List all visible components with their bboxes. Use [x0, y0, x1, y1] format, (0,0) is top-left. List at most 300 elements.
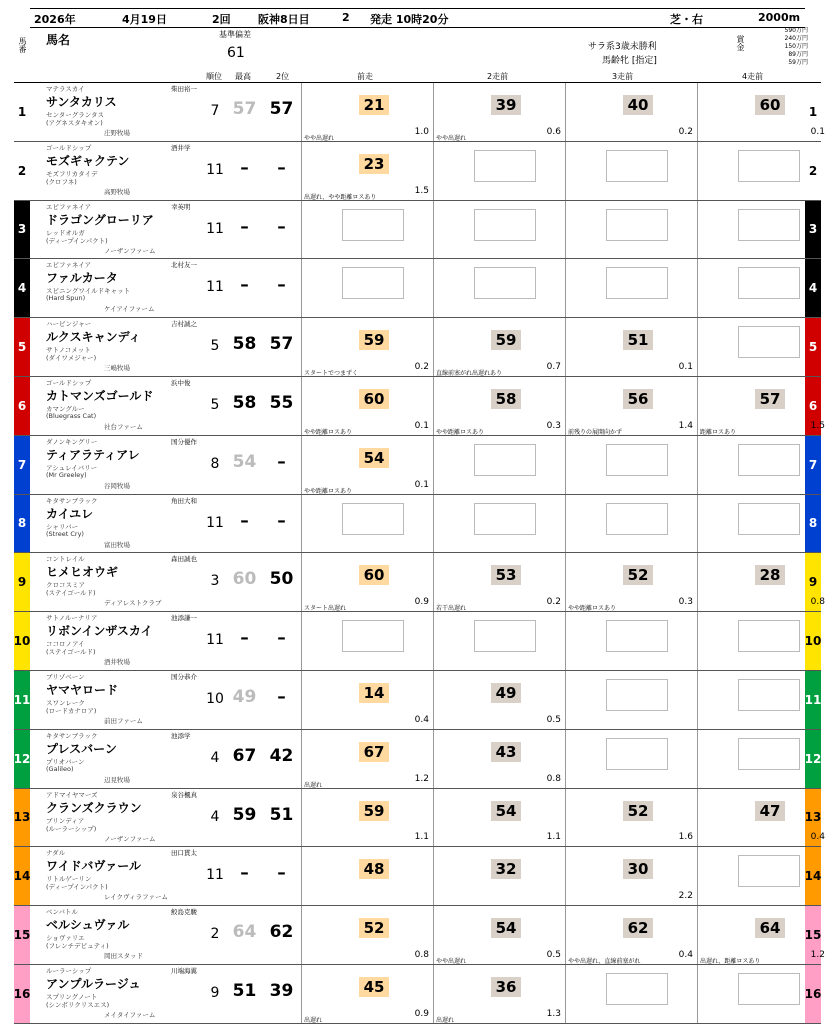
past-race[interactable]	[697, 906, 829, 964]
gate-number-left: 9	[14, 553, 30, 611]
gate-number-left: 6	[14, 377, 30, 435]
second-index: –	[277, 687, 286, 707]
margin: 0.1	[678, 361, 693, 372]
race-comment: 出遅れ	[304, 1016, 323, 1023]
horse-name[interactable]: アンプルラージュ	[46, 977, 141, 991]
past-race[interactable]	[565, 377, 697, 435]
dam-name: ショヴァリエ	[46, 934, 85, 943]
broodmare-sire: (Hard Spun)	[46, 294, 86, 303]
past-race-empty	[565, 201, 697, 259]
jockey-name: 国分恭介	[171, 673, 197, 681]
race-score: 21	[359, 95, 389, 115]
past-race[interactable]	[301, 730, 433, 788]
past-race[interactable]	[433, 965, 565, 1023]
race-comment: スタートでつまずく	[304, 369, 359, 376]
race-score: 52	[623, 801, 653, 821]
empty-grid	[606, 620, 668, 652]
gate-number-left: 11	[14, 671, 30, 729]
past-race[interactable]	[433, 671, 565, 729]
horse-name[interactable]: ファルカータ	[46, 271, 118, 286]
sire-name: キタサンブラック	[46, 496, 98, 505]
race-score: 23	[359, 154, 389, 174]
horse-name[interactable]: ヤマヤロード	[46, 683, 119, 697]
gate-number-left: 3	[14, 201, 30, 259]
past-race[interactable]	[433, 377, 565, 435]
rank: 11	[206, 220, 224, 237]
col-rank: 順位	[206, 72, 222, 81]
round: 2回	[212, 13, 231, 26]
col-best: 最高	[235, 72, 251, 81]
race-score: 32	[491, 859, 521, 879]
margin: 0.4	[678, 949, 693, 960]
empty-grid	[474, 209, 536, 241]
horse-row	[14, 730, 821, 789]
race-header	[30, 8, 805, 28]
rank: 5	[210, 338, 220, 355]
dam-name: クロコスミア	[46, 581, 85, 590]
horse-row	[14, 612, 821, 671]
dam-name: リトルゲーリン	[46, 875, 92, 884]
broodmare-sire: (ルーラーシップ)	[46, 824, 97, 833]
breeder: 社台ファーム	[104, 423, 143, 431]
prize-1: 590万円	[784, 27, 808, 34]
empty-grid	[606, 267, 668, 299]
sire-name: ゴールドシップ	[46, 143, 92, 152]
sire-name: ベンバトル	[46, 908, 78, 917]
breeder: ケイアイファーム	[104, 305, 155, 314]
second-index: –	[277, 157, 286, 178]
past-race[interactable]	[565, 83, 697, 141]
second-index: –	[277, 216, 286, 237]
race-score: 48	[359, 859, 389, 879]
race-score: 14	[359, 683, 389, 703]
empty-grid	[474, 267, 536, 299]
dam-name: カマングルー	[46, 405, 85, 413]
gate-number-right: 16	[805, 965, 821, 1023]
race-score: 51	[623, 330, 653, 350]
past-race[interactable]	[565, 553, 697, 611]
past-race-empty	[433, 142, 565, 200]
race-score: 45	[359, 977, 389, 997]
margin: 0.8	[810, 597, 825, 608]
jockey-name: 川端海翼	[171, 967, 197, 975]
gate-number-right: 6	[805, 377, 821, 435]
rank: 5	[210, 397, 220, 413]
past-race[interactable]	[697, 789, 829, 847]
past-race-empty	[697, 259, 829, 317]
gate-number-left: 10	[14, 612, 30, 670]
gate-number-left: 15	[14, 906, 30, 964]
horse-row	[14, 847, 821, 906]
best-index: 58	[232, 393, 257, 413]
start-time: 発走 10時20分	[370, 13, 449, 26]
second-index: –	[277, 628, 286, 649]
race-comment: 直線前塞がれ出遅れあり	[436, 369, 503, 376]
margin: 0.3	[678, 597, 693, 608]
broodmare-sire: (Galileo)	[46, 764, 74, 773]
race-comment: 出遅れ	[436, 1016, 455, 1023]
jockey-name: 池添謙一	[171, 614, 197, 623]
jockey-name: 森田誠也	[171, 555, 197, 564]
race-score: 59	[359, 330, 389, 350]
race-score: 60	[359, 389, 389, 409]
sire-name: サトノルーナリア	[46, 614, 98, 623]
jockey-name: 浜中俊	[171, 379, 191, 387]
broodmare-sire: (Mr Greeley)	[46, 470, 87, 479]
jockey-name: 池添学	[171, 731, 191, 740]
gate-number-left: 4	[14, 259, 30, 317]
breeder: 岡田スタッド	[104, 952, 143, 961]
race-number: 2	[342, 11, 350, 24]
race-score: 57	[755, 389, 785, 409]
empty-grid	[738, 679, 800, 711]
gate-number-right: 12	[805, 730, 821, 788]
past-race[interactable]	[433, 789, 565, 847]
gate-number-right: 15	[805, 906, 821, 964]
dam-name: スピニングワイルドキャット	[46, 287, 131, 296]
jockey-name: 酒井学	[171, 143, 191, 152]
jockey-name: 泉谷楓真	[171, 790, 197, 799]
horse-row	[14, 83, 825, 142]
race-score: 43	[491, 742, 521, 762]
broodmare-sire: (ディープインパクト)	[46, 236, 108, 245]
dam-name: シャリバー	[46, 522, 79, 531]
gate-number-left: 16	[14, 965, 30, 1023]
margin: 1.6	[678, 832, 693, 843]
empty-grid	[738, 503, 800, 535]
past-race[interactable]	[697, 553, 829, 611]
prize-label: 賞金	[736, 35, 745, 51]
second-index: –	[277, 275, 286, 296]
race-score: 49	[491, 683, 521, 703]
past-race-empty	[565, 965, 697, 1023]
race-score: 36	[491, 977, 521, 997]
prize-list	[754, 27, 808, 67]
horse-row	[14, 259, 821, 318]
past-race[interactable]	[433, 906, 565, 964]
past-race[interactable]	[301, 847, 433, 905]
margin: 0.8	[546, 773, 561, 784]
race-comment: やや出遅れ	[304, 134, 335, 141]
past-race[interactable]	[433, 730, 565, 788]
gate-number-right: 8	[805, 495, 821, 553]
horse-name[interactable]: リボンインザスカイ	[46, 624, 153, 639]
past-race[interactable]	[565, 318, 697, 376]
horse-name[interactable]: ワイドバヴァール	[46, 859, 142, 874]
margin: 1.2	[810, 949, 825, 960]
past-race-empty	[697, 436, 829, 494]
past-race[interactable]	[301, 436, 433, 494]
col-umaban: 馬番	[18, 37, 27, 53]
past-race[interactable]	[433, 847, 565, 905]
past-race-empty	[697, 965, 829, 1023]
past-race-empty	[697, 142, 829, 200]
second-index: 51	[269, 804, 294, 825]
second-index: 57	[269, 99, 294, 119]
margin: 0.2	[546, 597, 561, 608]
past-race[interactable]	[565, 789, 697, 847]
sire-name: ルーラーシップ	[46, 967, 92, 975]
gate-number-right: 14	[805, 847, 821, 905]
col-prev2: 2走前	[487, 72, 509, 81]
dam-name: プリオバーン	[46, 757, 85, 766]
race-score: 54	[359, 448, 389, 468]
broodmare-sire: (Street Cry)	[46, 529, 84, 538]
race-score: 64	[755, 918, 785, 938]
race-score: 62	[623, 918, 653, 938]
past-race-empty	[433, 259, 565, 317]
gate-number-right: 9	[805, 553, 821, 611]
margin: 0.5	[546, 949, 561, 960]
race-comment: やや距離ロスあり	[304, 487, 353, 494]
empty-grid	[606, 209, 668, 241]
margin: 0.9	[414, 1008, 429, 1019]
horse-name[interactable]: ルクスキャンディ	[46, 330, 141, 345]
race-comment: やや距離ロスあり	[436, 428, 485, 435]
sire-name: マテラスカイ	[46, 85, 85, 93]
empty-grid	[738, 620, 800, 652]
past-race-empty	[433, 436, 565, 494]
breeder: ノーザンファーム	[104, 246, 156, 255]
margin: 1.0	[414, 126, 429, 137]
empty-grid	[606, 738, 668, 770]
horse-name[interactable]: カイユレ	[46, 506, 94, 521]
past-race-empty	[301, 495, 433, 553]
prize-4: 89万円	[788, 51, 808, 58]
margin: 0.4	[810, 832, 825, 843]
best-index: –	[240, 628, 249, 649]
past-race[interactable]	[301, 142, 433, 200]
race-score: 54	[491, 918, 521, 938]
empty-grid	[474, 444, 536, 476]
past-race[interactable]	[301, 965, 433, 1023]
past-race-empty	[565, 436, 697, 494]
race-score: 52	[359, 918, 389, 938]
past-race-empty	[697, 671, 829, 729]
margin: 0.1	[414, 479, 429, 490]
gate-number-left: 8	[14, 495, 30, 553]
margin: 0.6	[546, 126, 561, 137]
breeder: 前田ファーム	[104, 717, 143, 725]
gate-number-right: 7	[805, 436, 821, 494]
horse-name[interactable]: ティアラティアレ	[46, 447, 140, 462]
past-race[interactable]	[697, 377, 829, 435]
jockey-name: 角田大和	[171, 496, 197, 505]
past-race-empty	[565, 730, 697, 788]
rank: 11	[206, 279, 224, 296]
second-index: 42	[269, 745, 294, 766]
broodmare-sire: (ステイゴールド)	[46, 648, 96, 657]
horse-name[interactable]: ヒメヒオウギ	[46, 565, 119, 580]
margin: 0.2	[414, 361, 429, 372]
past-race-empty	[697, 847, 829, 905]
broodmare-sire: (Bluegrass Cat)	[46, 412, 97, 420]
race-comment: やや出遅れ	[436, 134, 467, 141]
horse-row	[14, 142, 821, 201]
prize-3: 150万円	[784, 43, 808, 50]
gate-number-left: 12	[14, 730, 30, 788]
empty-grid	[606, 150, 668, 182]
race-score: 39	[491, 95, 521, 115]
horse-row	[13, 906, 825, 965]
past-race[interactable]	[565, 906, 697, 964]
empty-grid	[738, 444, 800, 476]
margin: 1.5	[414, 185, 429, 196]
empty-grid	[606, 444, 668, 476]
sire-name: アドマイヤマーズ	[46, 790, 98, 799]
gate-number-left: 5	[14, 318, 30, 376]
race-comment: やや出遅れ	[436, 957, 467, 964]
breeder: 富田牧場	[104, 540, 130, 549]
second-index: 57	[269, 334, 294, 355]
past-race-empty	[697, 612, 829, 670]
empty-grid	[738, 326, 800, 358]
sire-name: キタサンブラック	[46, 731, 98, 740]
breeder: ディアレストクラブ	[104, 599, 162, 608]
jockey-name: 鮫島克駿	[171, 908, 197, 917]
horse-name[interactable]: ベルシュヴァル	[46, 918, 130, 933]
rank: 3	[210, 573, 220, 590]
past-race[interactable]	[301, 906, 433, 964]
rank: 8	[210, 455, 220, 472]
broodmare-sire: (フレンチデピュティ)	[46, 942, 109, 951]
past-race[interactable]	[433, 318, 565, 376]
dam-name: レッドオルガ	[46, 228, 85, 237]
past-race-empty	[565, 259, 697, 317]
horse-row	[14, 318, 821, 377]
margin: 1.4	[678, 420, 693, 431]
past-race[interactable]	[433, 553, 565, 611]
rank: 11	[206, 161, 224, 178]
best-index: 58	[232, 334, 257, 355]
margin: 2.2	[678, 891, 693, 902]
race-comment: 若干出遅れ	[436, 605, 467, 612]
rank: 2	[210, 926, 220, 943]
broodmare-sire: (アグネスタキオン)	[46, 119, 103, 127]
best-index: 54	[232, 451, 257, 472]
prize-5: 59万円	[788, 59, 808, 66]
race-comment: やや距離ロスあり	[304, 428, 353, 435]
empty-grid	[606, 679, 668, 711]
rank: 9	[210, 985, 220, 1001]
margin: 1.1	[546, 832, 561, 843]
best-index: 57	[232, 99, 257, 119]
sire-name: エピファネイア	[46, 261, 92, 270]
dam-name: アシュレイバリー	[46, 463, 98, 472]
past-race[interactable]	[433, 83, 565, 141]
margin: 1.1	[414, 832, 429, 843]
margin: 0.7	[546, 361, 561, 372]
horse-name[interactable]: サンタカリス	[46, 95, 117, 109]
col-prev4: 4走前	[742, 72, 764, 81]
past-race[interactable]	[301, 553, 433, 611]
empty-grid	[606, 503, 668, 535]
dam-name: スプリングノート	[46, 993, 98, 1001]
past-race[interactable]	[301, 377, 433, 435]
best-index: 59	[232, 804, 257, 825]
base-index: 61	[227, 45, 245, 61]
rank: 4	[210, 808, 220, 825]
best-index: 64	[232, 922, 257, 943]
breeder: 庄野牧場	[104, 129, 130, 137]
gate-number-right: 3	[805, 201, 821, 259]
race-comment: やや距離ロスあり	[568, 605, 617, 612]
gate-number-left: 14	[14, 847, 30, 905]
race-score: 30	[623, 859, 653, 879]
best-index: –	[240, 510, 249, 531]
past-race[interactable]	[697, 83, 829, 141]
past-race[interactable]	[301, 318, 433, 376]
empty-grid	[738, 150, 800, 182]
jockey-name: 柴田裕一	[171, 85, 197, 93]
margin: 0.9	[414, 597, 429, 608]
col-second: 2位	[276, 72, 290, 81]
race-condition: 馬齢牝 [指定]	[602, 56, 657, 66]
past-race[interactable]	[565, 847, 697, 905]
dam-name: サトノコメット	[46, 346, 91, 355]
margin: 0.5	[546, 714, 561, 725]
gate-number-right: 10	[805, 612, 821, 670]
race-score: 58	[491, 389, 521, 409]
best-index: –	[240, 863, 249, 884]
horse-name[interactable]: プレスバーン	[46, 741, 117, 756]
rank: 7	[210, 103, 220, 119]
horse-row	[14, 553, 825, 612]
empty-grid	[738, 267, 800, 299]
past-race-empty	[697, 495, 829, 553]
distance: 2000m	[758, 11, 801, 24]
race-score: 28	[755, 565, 785, 585]
horse-name[interactable]: カトマンズゴールド	[46, 389, 154, 403]
race-score: 40	[623, 95, 653, 115]
past-race[interactable]	[301, 789, 433, 847]
horse-row	[14, 495, 821, 554]
empty-grid	[342, 209, 404, 241]
best-index: 51	[232, 981, 257, 1001]
past-race-empty	[565, 612, 697, 670]
second-index: –	[277, 510, 286, 531]
breeder: レイクヴィラファーム	[104, 893, 169, 902]
margin: 0.2	[678, 126, 693, 137]
broodmare-sire: (ディープインパクト)	[46, 883, 108, 892]
margin: 0.4	[414, 714, 429, 725]
gate-number-left: 13	[14, 789, 30, 847]
sire-name: ダノンキングリー	[46, 437, 98, 446]
past-race[interactable]	[301, 83, 433, 141]
jockey-name: 幸英明	[171, 202, 191, 211]
past-race-empty	[301, 259, 433, 317]
past-race-empty	[565, 671, 697, 729]
breeder: 酒井牧場	[104, 658, 130, 667]
race-comment: 出遅れ	[304, 781, 323, 788]
jockey-name: 田口貫太	[171, 849, 197, 858]
race-score: 52	[623, 565, 653, 585]
broodmare-sire: (クロフネ)	[46, 177, 77, 186]
breeder: メイタイファーム	[104, 1011, 156, 1019]
horse-name[interactable]: モズギャクテン	[46, 153, 130, 168]
past-race-empty	[433, 495, 565, 553]
horse-row	[14, 436, 821, 495]
year: 2026年	[34, 13, 76, 26]
race-comment: 出遅れ、距離ロスあり	[700, 957, 761, 964]
horse-name[interactable]: クランズクラウン	[46, 800, 142, 815]
horse-name[interactable]: ドラゴングローリア	[46, 212, 154, 227]
past-race[interactable]	[301, 671, 433, 729]
sire-name: エピファネイア	[46, 202, 92, 211]
second-index: 50	[269, 569, 294, 590]
empty-grid	[342, 503, 404, 535]
empty-grid	[474, 620, 536, 652]
